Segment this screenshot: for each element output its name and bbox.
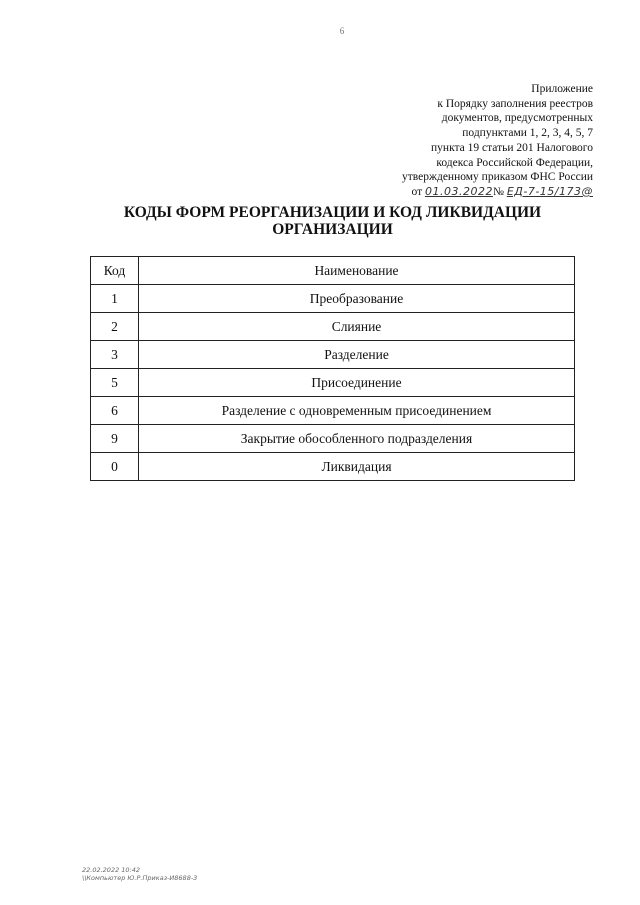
- code-cell: 3: [91, 341, 139, 369]
- table-row: [91, 369, 575, 397]
- table-row: [91, 453, 575, 481]
- name-cell: Ликвидация: [139, 453, 575, 481]
- appendix-line: документов, предусмотренных: [441, 112, 593, 125]
- table-row: [91, 397, 575, 425]
- appendix-line: утвержденному приказом ФНС России: [402, 171, 593, 184]
- appendix-line: подпунктами 1, 2, 3, 4, 5, 7: [462, 127, 593, 140]
- header-code: Код: [91, 257, 139, 285]
- title-line-2: ОРГАНИЗАЦИИ: [272, 221, 393, 238]
- order-date-line: [313, 185, 593, 200]
- footer-print-stamp: [82, 866, 197, 882]
- code-cell: 6: [91, 397, 139, 425]
- code-cell: 0: [91, 453, 139, 481]
- name-cell: Разделение: [139, 341, 575, 369]
- handwritten-date: 01.03.2022: [424, 184, 493, 198]
- date-prefix: от: [411, 185, 423, 198]
- footer-file-path: \\Компьютер Ю.Р.Приказ-И8688-3: [82, 874, 198, 882]
- code-cell: 2: [91, 313, 139, 341]
- appendix-line: пункта 19 статьи 201 Налогового: [431, 141, 593, 154]
- code-cell: 9: [91, 425, 139, 453]
- name-cell: Закрытие обособленного подразделения: [139, 425, 575, 453]
- page-number: 6: [339, 26, 345, 36]
- title-line-1: КОДЫ ФОРМ РЕОРГАНИЗАЦИИ И КОД ЛИКВИДАЦИИ: [123, 204, 542, 221]
- table-row: [91, 425, 575, 453]
- table-row: [91, 313, 575, 341]
- appendix-line: Приложение: [531, 83, 593, 95]
- name-cell: Слияние: [139, 313, 575, 341]
- table-header-row: [91, 257, 575, 285]
- header-name: Наименование: [139, 257, 575, 285]
- appendix-line: кодекса Российской Федерации,: [436, 156, 593, 169]
- table-row: [91, 341, 575, 369]
- appendix-block: [313, 82, 593, 200]
- codes-table: [90, 256, 575, 481]
- name-cell: Присоединение: [139, 369, 575, 397]
- number-sign: №: [492, 185, 504, 198]
- table-row: [91, 285, 575, 313]
- code-cell: 5: [91, 369, 139, 397]
- document-title: [90, 204, 575, 238]
- appendix-line: к Порядку заполнения реестров: [437, 97, 593, 110]
- name-cell: Преобразование: [139, 285, 575, 313]
- name-cell: Разделение с одновременным присоединением: [139, 397, 575, 425]
- handwritten-order-number: ЕД-7-15/173@: [506, 184, 593, 198]
- footer-timestamp: 22.02.2022 10:42: [82, 866, 141, 874]
- code-cell: 1: [91, 285, 139, 313]
